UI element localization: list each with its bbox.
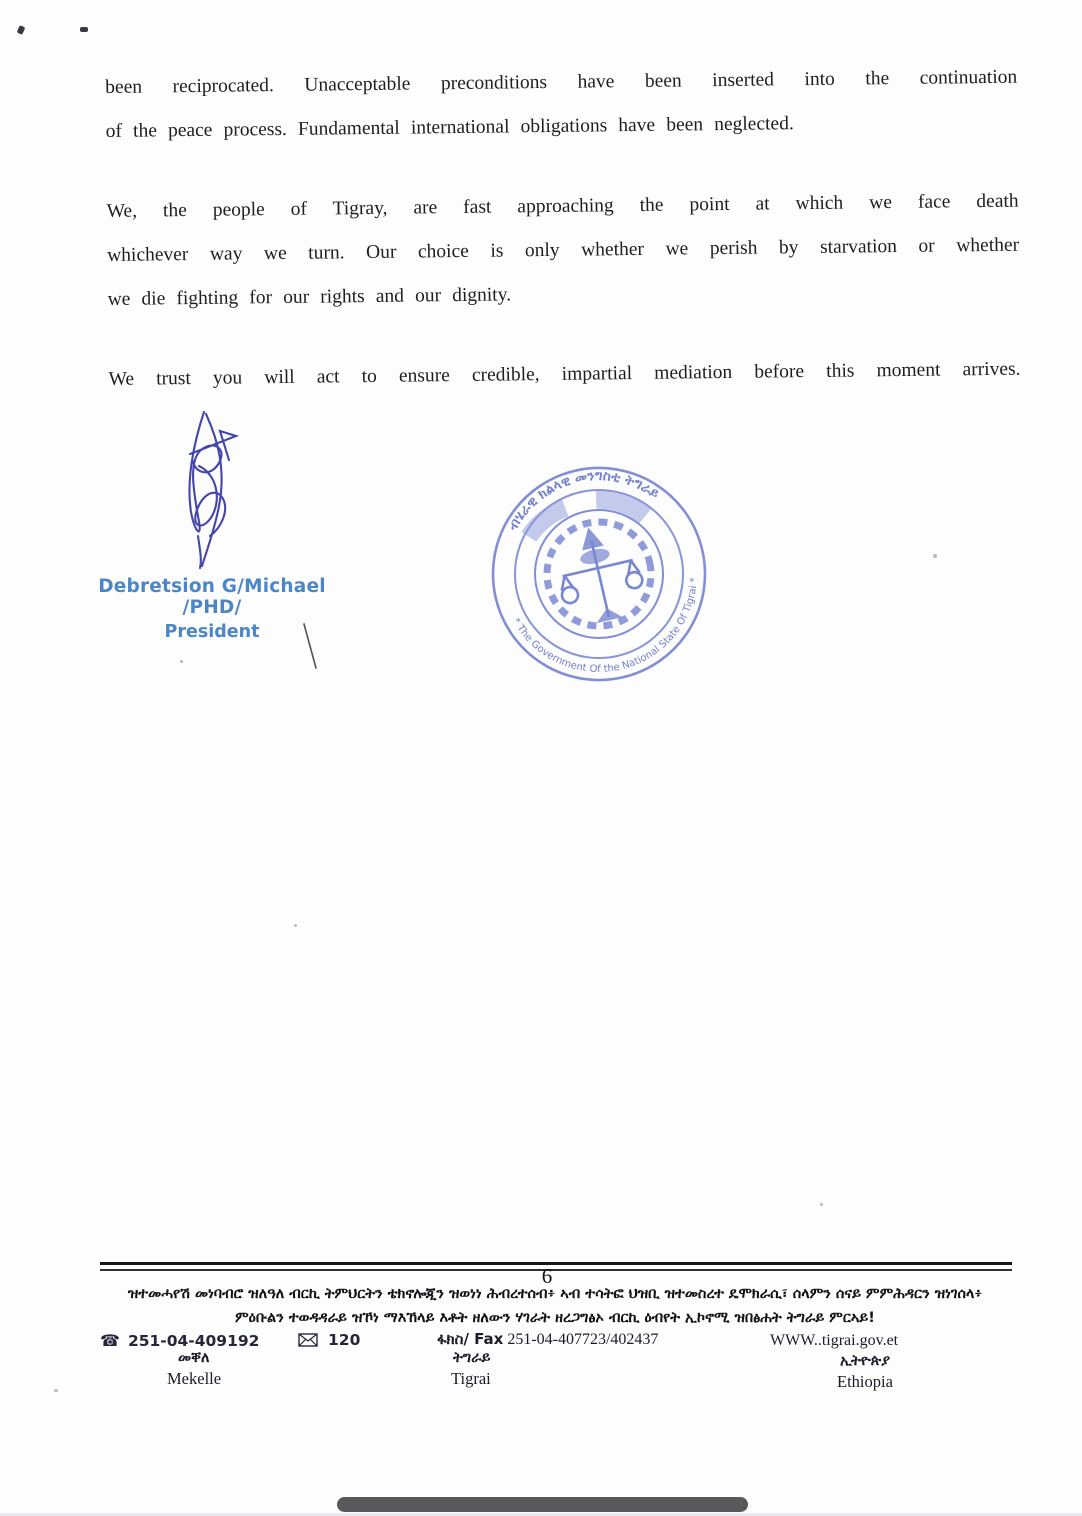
country-name: Ethiopia	[837, 1372, 893, 1391]
footer-motto-line1: ዝተመሓየሽ መነባብሮ ዝለዓለ ብርኪ ትምህርትን ቴክኖሎጂን ዝወነነ ሕብረተሰብ፥ ኣብ ተሳትፎ ህዝቢ ዝተመስረተ ዴሞክራሲ፣ ሰላምን ሰናይ ምምሕዳርን ዝነገሰላ፥	[127, 1286, 983, 1302]
signatory-name: Debretsion G/Michael /PHD/	[98, 576, 326, 618]
city-name: Mekelle	[167, 1369, 222, 1388]
text-line: whichever way we turn. Our choice is only whether we perish by starvation or whether	[107, 234, 1020, 266]
text-line: We, the people of Tigray, are fast approaching the point at which we face death	[106, 190, 1019, 222]
letter-body	[105, 56, 1021, 438]
pobox-number: 120	[328, 1331, 361, 1349]
fax-number: 251-04-407723/402437	[507, 1331, 659, 1348]
photo-speck	[80, 27, 88, 32]
footer-motto-line2: ምዕቡልን ተወዳዳራይ ዝኾነ ማእኸላይ እቶት ዘለውን ሃገራት ዘረጋግፅኦ ብርኪ ዕብየት ኢኮኖሚ ዝበፅሐት ትግራይ ምርኣይ!	[235, 1310, 875, 1326]
home-indicator-bar[interactable]	[337, 1497, 748, 1512]
region-name-geez: ትግራይ	[453, 1350, 491, 1366]
photo-speck	[180, 660, 183, 663]
text-line: been reciprocated. Unacceptable preconditions have been inserted into the continuation	[105, 66, 1018, 98]
country-name-geez: ኢትዮጵያ	[840, 1353, 890, 1369]
paragraph	[105, 56, 1018, 154]
website-url[interactable]: WWW..tigrai.gov.et	[770, 1332, 899, 1349]
seal-top-arc-text: ብሄራዊ ክልላዊ መንግስቲ ትግራይ	[504, 468, 663, 534]
text-line: of the peace process. Fundamental international obligations have been neglected.	[105, 113, 794, 142]
paragraph	[106, 180, 1019, 322]
photo-speck	[933, 554, 937, 558]
seal-bottom-arc-text: * The Government Of the National State Of Tigrai *	[510, 577, 700, 676]
official-seal-stamp	[477, 452, 721, 701]
phone-contact	[100, 1331, 259, 1350]
page-number: 6	[541, 1264, 553, 1288]
photo-speck	[17, 25, 26, 35]
fax-label-geez: ፋክስ/ Fax	[437, 1330, 504, 1348]
text-line: We trust you will act to ensure credible, impartial mediation before this moment arrives.	[108, 358, 1021, 390]
city-name-geez: መቐለ	[178, 1350, 210, 1366]
fax-contact	[437, 1330, 658, 1349]
telephone-icon: ☎	[100, 1331, 120, 1350]
photo-speck	[820, 1203, 823, 1206]
pobox-contact	[298, 1331, 360, 1351]
phone-number: 251-04-409192	[127, 1332, 260, 1350]
photo-speck	[54, 1389, 58, 1392]
paragraph	[108, 348, 1020, 402]
photo-speck	[294, 924, 297, 927]
signature-ink	[160, 408, 270, 583]
signatory-title: President	[164, 622, 260, 642]
region-name: Tigrai	[451, 1369, 491, 1388]
signatory-block	[72, 576, 352, 642]
text-line: we die fighting for our rights and our dignity.	[107, 284, 512, 310]
envelope-icon	[298, 1333, 318, 1351]
